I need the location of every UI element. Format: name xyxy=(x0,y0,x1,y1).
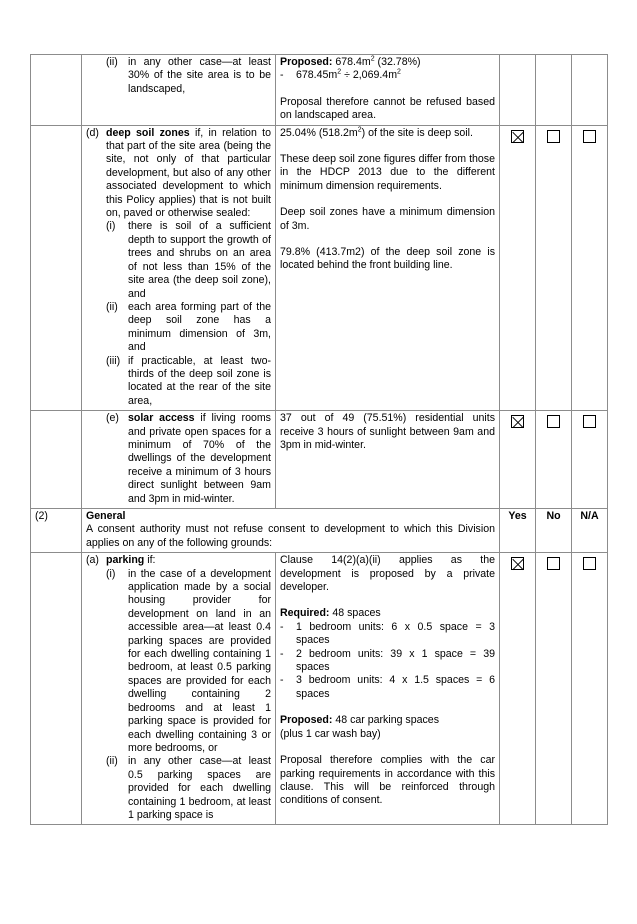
required-label: Required: xyxy=(280,607,330,620)
no-checkbox[interactable] xyxy=(547,415,560,428)
comment-text: Clause 14(2)(a)(ii) applies as the development is proposed by a private developer. xyxy=(280,554,495,594)
comment-text: ) of the site is deep soil. xyxy=(361,126,473,139)
clause-number-cell xyxy=(31,55,82,126)
list-item xyxy=(106,412,271,506)
proposed-value: 678.4m xyxy=(335,56,371,68)
na-checkbox[interactable] xyxy=(583,557,596,570)
section-title: General xyxy=(86,510,126,522)
no-cell xyxy=(536,411,572,509)
item-label: (d) xyxy=(86,126,99,139)
list-item xyxy=(106,355,271,409)
item-label: (e) xyxy=(106,412,119,425)
item-title: deep soil zones xyxy=(106,126,190,139)
na-cell xyxy=(572,411,608,509)
required-item: 3 bedroom units: 4 x 1.5 spaces = 6 spaces xyxy=(296,674,495,700)
item-text: there is soil of a sufficient depth to support the growth of trees and shrubs on an area of not less than 15% of the site area (the deep soil zone), and xyxy=(128,220,271,300)
comment-text: 25.04% (518.2m xyxy=(280,126,358,139)
list-item xyxy=(106,56,271,96)
clause-number-cell: (2) xyxy=(31,509,82,553)
clause-number-cell xyxy=(31,553,82,825)
item-text: if living rooms and private open spaces for a minimum of 70% of the dwellings of the development receive a minimum of 3 hours direct sunlight between 9am and 3pm in mid-winter. xyxy=(128,412,271,505)
section-text: A consent authority must not refuse consent to development to which this Division applies on any of the following grounds: xyxy=(86,523,495,549)
superscript: 2 xyxy=(337,68,342,76)
proposed-label: Proposed: xyxy=(280,56,333,68)
item-label: (i) xyxy=(106,567,116,580)
item-text: each area forming part of the deep soil zone has a minimum dimension of 3m, and xyxy=(128,300,271,354)
table-row-general xyxy=(31,509,608,553)
item-text: in any other case—at least 0.5 parking spaces are provided for each dwelling containing 1 bedroom, at least 1 parking space is xyxy=(128,755,271,821)
column-header-na: N/A xyxy=(572,509,608,553)
superscript: 2 xyxy=(397,68,401,76)
item-label: (ii) xyxy=(106,755,118,768)
list-item xyxy=(106,568,271,756)
proposed-label: Proposed: xyxy=(280,714,333,727)
item-label: (ii) xyxy=(106,56,118,68)
table-row-deep-soil xyxy=(31,125,608,411)
table-row-parking xyxy=(31,553,608,825)
comment-text: Deep soil zones have a minimum dimension of 3m. xyxy=(280,206,495,232)
yes-cell xyxy=(500,55,536,126)
list-item: - 3 bedroom units: 4 x 1.5 spaces = 6 spaces xyxy=(280,674,495,700)
comment-cell xyxy=(276,125,500,411)
na-checkbox[interactable] xyxy=(583,415,596,428)
comment-cell xyxy=(276,411,500,509)
clause-text-cell xyxy=(82,125,276,411)
list-item xyxy=(86,554,271,567)
general-text-cell xyxy=(82,509,500,553)
na-cell xyxy=(572,55,608,126)
clause-text-cell xyxy=(82,55,276,126)
required-item: 1 bedroom units: 6 x 0.5 space = 3 spaces xyxy=(296,620,495,647)
item-label: (i) xyxy=(106,220,116,233)
compliance-table xyxy=(30,54,608,825)
column-header-no: No xyxy=(536,509,572,553)
superscript: 2 xyxy=(370,55,375,63)
na-cell xyxy=(572,553,608,825)
item-label: (iii) xyxy=(106,354,121,367)
proposed-value: 48 car parking spaces xyxy=(335,714,439,727)
item-text: in any other case—at least 30% of the site area is to be landscaped, xyxy=(128,56,271,95)
comment-cell xyxy=(276,553,500,825)
clause-text-cell xyxy=(82,411,276,509)
yes-cell xyxy=(500,125,536,411)
yes-checkbox[interactable] xyxy=(511,557,524,570)
no-cell xyxy=(536,553,572,825)
item-title: solar access xyxy=(128,412,195,425)
item-text: if practicable, at least two-thirds of the deep soil zone is located at the rear of the site area, xyxy=(128,354,271,407)
yes-cell xyxy=(500,553,536,825)
clause-text-cell xyxy=(82,553,276,825)
no-cell xyxy=(536,55,572,126)
proposed-extra: (plus 1 car wash bay) xyxy=(280,727,381,740)
no-cell xyxy=(536,125,572,411)
column-header-yes: Yes xyxy=(500,509,536,553)
superscript: 2 xyxy=(357,126,362,134)
item-label: (ii) xyxy=(106,300,118,313)
comment-text: 79.8% (413.7m2) of the deep soil zone is located behind the front building line. xyxy=(280,246,495,272)
list-item xyxy=(106,220,271,300)
clause-number-cell xyxy=(31,125,82,411)
required-value: 48 spaces xyxy=(332,607,381,620)
no-checkbox[interactable] xyxy=(547,130,560,143)
yes-checkbox[interactable] xyxy=(511,130,524,143)
list-item xyxy=(86,127,271,221)
list-item xyxy=(106,301,271,355)
item-text: in the case of a development application made by a social housing provider for development on land in an accessible area—at least 0.4 parking spaces are provided for each dwelling containing 1 bedroom, at least 0.5 parking spaces are provided for each dwelling containing 2 bedrooms and at least 1 parking space is provided for each dwelling containing 3 or more bedrooms, or xyxy=(128,567,271,754)
comment-text: 37 out of 49 (75.51%) residential units receive 3 hours of sunlight between 9am and 3pm in mid-winter. xyxy=(280,412,495,451)
required-item: 2 bedroom units: 39 x 1 space = 39 spaces xyxy=(296,647,495,674)
item-text: if, in relation to that part of the site area (being the site, not only of that particular development, but also of any other associated development to which this Policy applies) that is not built on, paved or otherwise sealed: xyxy=(106,126,271,220)
yes-checkbox[interactable] xyxy=(511,415,524,428)
item-title: parking xyxy=(106,554,145,567)
list-item: - 2 bedroom units: 39 x 1 space = 39 spaces xyxy=(280,647,495,674)
no-checkbox[interactable] xyxy=(547,557,560,570)
item-label: (a) xyxy=(86,554,99,567)
proposed-pct: (32.78%) xyxy=(377,56,421,68)
list-item: - 1 bedroom units: 6 x 0.5 space = 3 spaces xyxy=(280,620,495,647)
na-cell xyxy=(572,125,608,411)
dash: - xyxy=(280,69,284,82)
conclusion-text: Proposal therefore complies with the car parking requirements in accordance with this clause. This will be reinforced through conditions of consent. xyxy=(280,754,495,807)
calc-value-b: ÷ 2,069.4m xyxy=(344,69,398,82)
na-checkbox[interactable] xyxy=(583,130,596,143)
table-row-landscape xyxy=(31,55,608,126)
calc-line xyxy=(280,69,495,82)
item-text: if: xyxy=(147,554,156,567)
calc-value-a: 678.45m xyxy=(296,69,338,82)
comment-cell xyxy=(276,55,500,126)
table-row-solar xyxy=(31,411,608,509)
yes-cell xyxy=(500,411,536,509)
comment-text: These deep soil zone figures differ from those in the HDCP 2013 due to the different minimum dimension requirements. xyxy=(280,153,495,192)
conclusion-text: Proposal therefore cannot be refused based on landscaped area. xyxy=(280,95,495,122)
clause-number-cell xyxy=(31,411,82,509)
list-item xyxy=(106,755,271,822)
